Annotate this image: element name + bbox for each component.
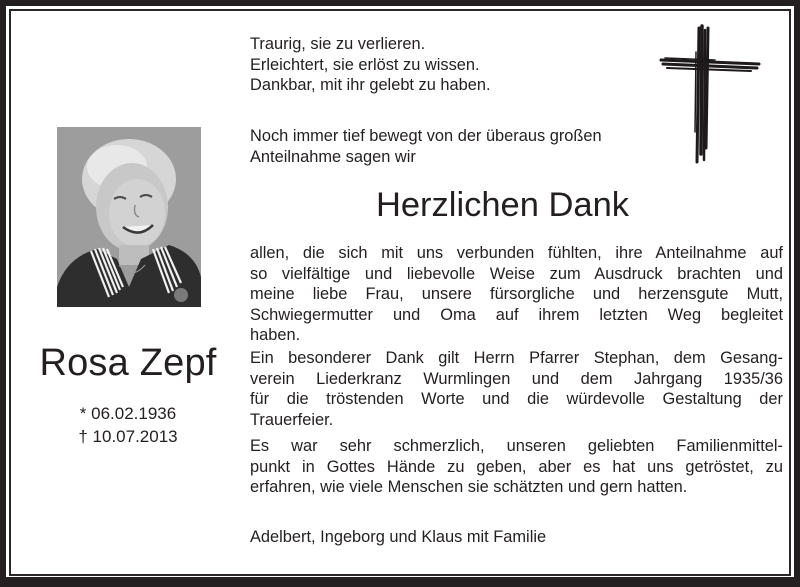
thanks-paragraph-1 <box>250 243 783 346</box>
thanks-paragraph-3 <box>250 436 783 498</box>
life-dates <box>40 402 216 448</box>
birth-date: * 06.02.1936 <box>79 404 177 423</box>
paragraph-line: für die tröstenden Worte und die würdevolle Gestaltung der <box>250 390 783 409</box>
paragraph-line: verein Liederkranz Wurmlingen und dem Jahrgang 1935/36 <box>250 369 783 388</box>
signature: Adelbert, Ingeborg und Klaus mit Familie <box>250 528 547 546</box>
portrait-photo <box>57 127 201 307</box>
intro-line: Noch immer tief bewegt von der überaus großen <box>250 127 602 145</box>
poem-line: Traurig, sie zu verlieren. <box>250 35 426 53</box>
thanks-paragraph-2 <box>250 348 783 430</box>
intro-line: Anteilnahme sagen wir <box>250 147 416 166</box>
deceased-name: Rosa Zepf <box>39 342 217 384</box>
poem-line: Erleichtert, sie erlöst zu wissen. <box>250 55 480 74</box>
intro-text <box>250 126 670 167</box>
portrait-illustration <box>57 127 201 307</box>
paragraph-line: Trauerfeier. <box>250 410 334 429</box>
paragraph-line: haben. <box>250 326 301 345</box>
paragraph-line: so vielfältige und liebevolle Weise zum Ausdruck brachten und <box>250 264 783 283</box>
death-date: † 10.07.2013 <box>78 427 178 446</box>
poem-line: Dankbar, mit ihr gelebt zu haben. <box>250 76 491 95</box>
paragraph-line: erfahren, wie viele Menschen sie schätzten und gern hatten. <box>250 478 688 497</box>
cross-icon <box>655 22 767 170</box>
paragraph-line: Schwiegermutter und Oma auf ihrem letzten Weg begleitet <box>250 305 783 324</box>
notice-title: Herzlichen Dank <box>375 186 630 224</box>
paragraph-line: punkt in Gottes Hände zu geben, aber es hat uns getröstet, zu <box>250 457 783 476</box>
paragraph-line: allen, die sich mit uns verbunden fühlten, ihre Anteilnahme auf <box>250 244 783 262</box>
paragraph-line: meine liebe Frau, unsere fürsorgliche und herzensgute Mutt, <box>250 285 783 304</box>
paragraph-line: Ein besonderer Dank gilt Herrn Pfarrer Stephan, dem Gesang- <box>250 349 783 367</box>
paragraph-line: Es war sehr schmerzlich, unseren geliebten Familienmittel- <box>250 437 783 455</box>
poem <box>250 34 650 96</box>
